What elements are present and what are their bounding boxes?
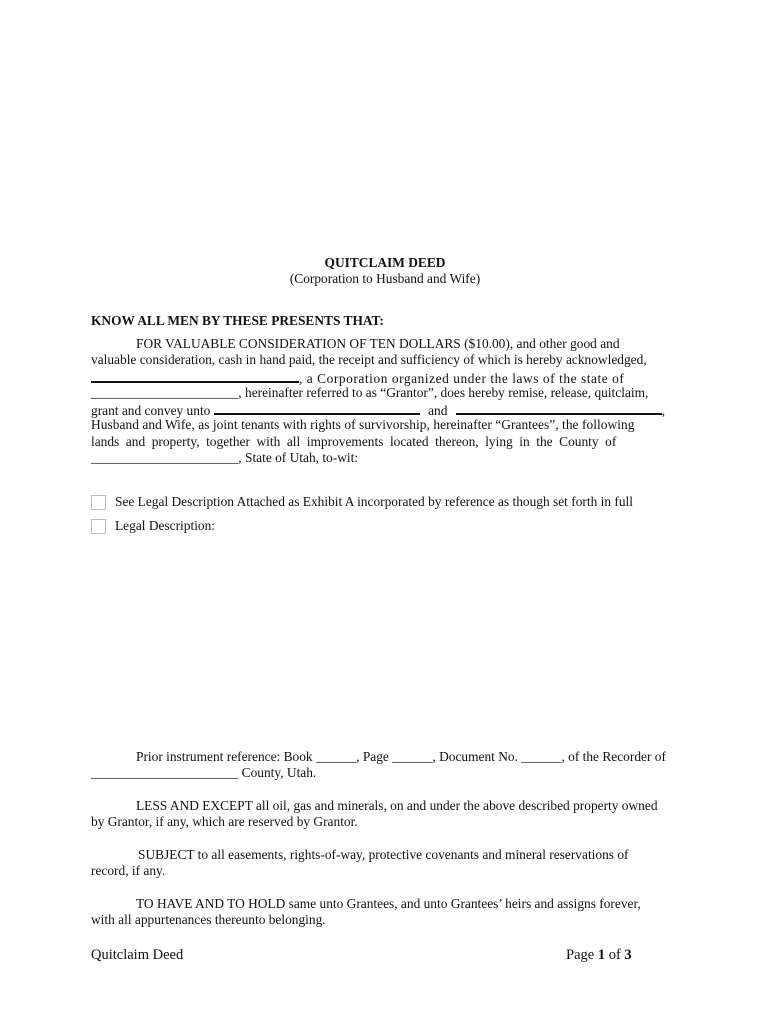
footer-page-number: Page 1 of 3 [566,947,632,963]
grantee-2-blank[interactable] [456,401,662,415]
consideration-paragraph [91,336,679,466]
para-line-2: valuable consideration, cash in hand paid, the receipt and sufficiency of which is hereby acknowledged, [91,352,647,368]
prior-instrument-paragraph: Prior instrument reference: Book ______, Page ______, Document No. ______, of the Recorder of ______________________ County, Utah. [91,749,666,781]
para-line-3: , a Corporation organized under the laws of the state of [91,369,679,385]
option-legal [91,514,711,538]
para-line-7: lands and property, together with all improvements located thereon, lying in the County of [91,433,617,449]
para-line-6: Husband and Wife, as joint tenants with rights of survivorship, hereinafter “Grantees”, the following [91,417,635,433]
para-line-1: FOR VALUABLE CONSIDERATION OF TEN DOLLARS ($10.00), and other good and [136,336,620,351]
exhibit-label: See Legal Description Attached as Exhibit A incorporated by reference as though set forth in full [115,493,633,509]
para-line-8: ______________________, State of Utah, to-wit: [91,450,359,466]
document-title: QUITCLAIM DEED [324,255,446,270]
grantee-1-blank[interactable] [214,401,420,415]
para-line-4: ______________________, hereinafter referred to as “Grantor”, does hereby remise, release, quitclaim, [91,384,649,400]
subject-to-paragraph: SUBJECT to all easements, rights-of-way, protective covenants and mineral reservations of record, if any. [91,847,629,879]
habendum-paragraph: TO HAVE AND TO HOLD same unto Grantees, and unto Grantees’ heirs and assigns forever, with all appurtenances thereunto belonging. [91,896,641,928]
footer-document-name: Quitclaim Deed [91,947,184,963]
document-subtitle: (Corporation to Husband and Wife) [289,271,481,286]
legal-description-checkbox[interactable] [91,519,106,534]
para-line-5: grant and convey unto and , [91,403,666,419]
legal-description-label: Legal Description: [115,517,216,533]
option-exhibit [91,490,711,514]
exhibit-checkbox[interactable] [91,495,106,510]
section-heading: KNOW ALL MEN BY THESE PRESENTS THAT: [91,313,384,328]
less-and-except-paragraph: LESS AND EXCEPT all oil, gas and minerals, on and under the above described property owned by Grantor, if any, which are reserved by Grantor. [91,798,658,830]
grantor-name-blank[interactable] [91,369,299,383]
legal-description-options [91,490,711,538]
